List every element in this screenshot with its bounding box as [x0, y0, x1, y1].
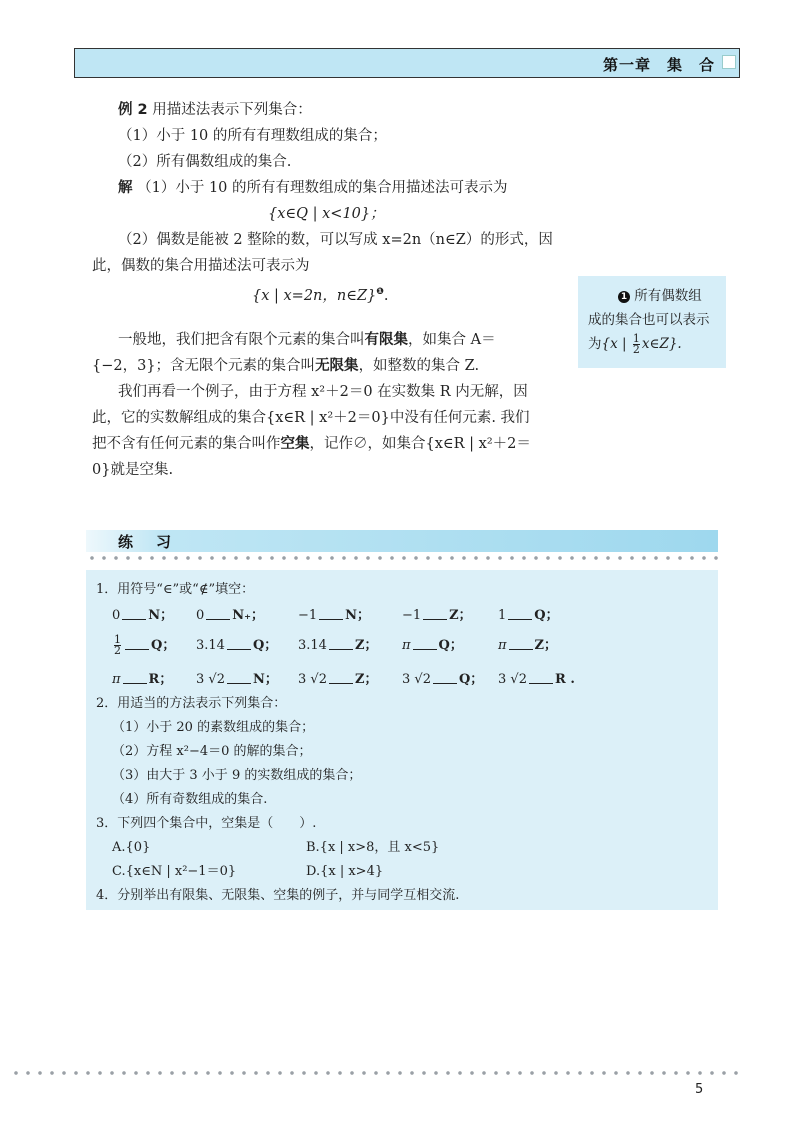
solution-2-set-line — [252, 282, 389, 306]
p2-text-c: 把不含有任何元素的集合叫作 — [92, 436, 281, 452]
r2-e-num: π — [498, 638, 507, 653]
r2-a-set: Q； — [151, 638, 176, 653]
half-numerator: 1 — [114, 633, 121, 646]
solution-1-set: {x∈Q | x<10}； — [268, 206, 385, 222]
fill-blank[interactable] — [206, 607, 230, 620]
r1-a-num: 0 — [112, 608, 121, 623]
r3-c-set: Z； — [354, 672, 378, 687]
example-question-1: （1）小于 10 的所有有理数组成的集合； — [118, 128, 387, 144]
note-line-1: 所有偶数组 — [634, 288, 702, 304]
fill-blank[interactable] — [125, 637, 149, 650]
example-label: 例 2 — [118, 102, 148, 118]
r2-c-num: 3.14 — [298, 638, 327, 653]
exercise-q2-3: （3）由大于 3 小于 9 的实数组成的集合； — [112, 768, 362, 783]
exercise-q3-option-a: A.{0} — [112, 840, 151, 855]
exercise-q1-row2-item4 — [402, 636, 463, 656]
paragraph-infinite-set — [92, 356, 479, 376]
paragraph-empty-line-3 — [92, 434, 531, 454]
footer-dotted-divider — [10, 1070, 746, 1076]
exercise-title: 练 习 — [118, 533, 176, 551]
paragraph-empty-line-2: 此，它的实数解组成的集合{x∈R | x²＋2＝0}中没有任何元素. 我们 — [92, 410, 530, 426]
chapter-title: 第一章 集 合 — [602, 56, 715, 74]
note-fraction-denominator: 2 — [632, 343, 640, 356]
footnote-ref-marker: ❶ — [376, 287, 384, 297]
exercise-q1-row3-item1 — [112, 670, 172, 690]
solution-2-set: {x | x=2n，n∈Z} — [252, 288, 377, 304]
r1-b-set: N₊； — [232, 608, 265, 623]
note-set-open: {x | — [601, 336, 631, 352]
r2-d-num: π — [402, 638, 411, 653]
exercise-q1: 1．用符号“∈”或“∉”填空： — [96, 582, 255, 597]
solution-2-end: . — [383, 288, 389, 304]
solution-label: 解 — [118, 180, 133, 196]
half-fraction — [114, 635, 121, 656]
r3-c-root: √2 — [310, 672, 327, 687]
r1-e-set: Q； — [534, 608, 559, 623]
fill-blank[interactable] — [123, 671, 147, 684]
exercise-q1-row2-item3 — [298, 636, 377, 656]
p1-text-c: {−2，3}；含无限个元素的集合叫 — [92, 358, 316, 374]
note-set-close: x∈Z}. — [641, 336, 682, 352]
fill-blank[interactable] — [227, 637, 251, 650]
r1-d-num: −1 — [402, 608, 422, 623]
r3-b-root: √2 — [208, 672, 225, 687]
exercise-title-bar — [86, 530, 718, 552]
p1-text-b: ，如集合 A＝ — [408, 332, 496, 348]
fill-blank[interactable] — [122, 607, 146, 620]
solution-2-line-a: （2）偶数是能被 2 整除的数，可以写成 x=2n（n∈Z）的形式，因 — [118, 232, 553, 248]
side-note-box — [578, 276, 726, 368]
note-line-2: 成的集合也可以表示 — [588, 312, 710, 328]
example-heading-text: 用描述法表示下列集合： — [152, 102, 312, 118]
fill-blank[interactable] — [509, 637, 533, 650]
r2-b-num: 3.14 — [196, 638, 225, 653]
solution-1-text: （1）小于 10 的所有有理数组成的集合用描述法可表示为 — [137, 180, 508, 196]
note-fraction — [633, 334, 640, 355]
r3-e-root: √2 — [510, 672, 527, 687]
r3-d-set: Q； — [458, 672, 484, 687]
fill-blank[interactable] — [319, 607, 343, 620]
exercise-q1-row2-item1 — [112, 632, 175, 660]
r2-d-set: Q； — [438, 638, 463, 653]
exercise-box — [86, 570, 718, 910]
note-number-badge: 1 — [618, 291, 630, 303]
p2-text-d: ，记作∅，如集合{x∈R | x²＋2＝ — [309, 436, 531, 452]
fill-blank[interactable] — [423, 607, 447, 620]
exercise-q1-row1-item3 — [298, 606, 370, 626]
paragraph-empty-line-4: 0}就是空集. — [92, 462, 174, 478]
exercise-q1-row3-item5 — [498, 670, 575, 690]
note-line-3 — [588, 332, 718, 356]
fill-blank[interactable] — [413, 637, 437, 650]
r2-b-set: Q； — [252, 638, 278, 653]
exercise-dotted-divider — [86, 555, 720, 561]
example-heading — [118, 100, 312, 120]
note-line-3-prefix: 为 — [588, 336, 602, 352]
exercise-q3-option-b: B.{x | x>8，且 x<5} — [306, 840, 440, 855]
fill-blank[interactable] — [329, 671, 353, 684]
r3-d-coef: 3 — [402, 672, 411, 687]
page-number: 5 — [695, 1082, 704, 1097]
r1-c-set: N； — [345, 608, 371, 623]
fill-blank[interactable] — [227, 671, 251, 684]
r3-d-root: √2 — [414, 672, 431, 687]
fill-blank[interactable] — [329, 637, 353, 650]
paragraph-finite-set — [118, 330, 496, 350]
term-finite-set: 有限集 — [364, 332, 408, 348]
note-fraction-numerator: 1 — [632, 332, 640, 345]
exercise-q1-row3-item2 — [196, 670, 278, 690]
example-question-2: （2）所有偶数组成的集合. — [118, 154, 292, 170]
r2-e-set: Z； — [534, 638, 558, 653]
r1-b-num: 0 — [196, 608, 205, 623]
half-denominator: 2 — [114, 644, 121, 657]
exercise-q4: 4．分别举出有限集、无限集、空集的例子，并与同学互相交流. — [96, 888, 460, 903]
r3-a-set: R； — [148, 672, 173, 687]
fill-blank[interactable] — [508, 607, 532, 620]
r1-d-set: Z； — [449, 608, 472, 623]
r1-c-num: −1 — [298, 608, 318, 623]
exercise-q1-row2-item5 — [498, 636, 557, 656]
exercise-q1-row3-item3 — [298, 670, 377, 690]
r3-e-set: R . — [554, 672, 575, 687]
r2-c-set: Z； — [354, 638, 378, 653]
r3-a-num: π — [112, 672, 121, 687]
exercise-q2-4: （4）所有奇数组成的集合. — [112, 792, 268, 807]
exercise-q1-row1-item4 — [402, 606, 472, 626]
term-empty-set: 空集 — [280, 436, 310, 452]
exercise-q3-option-c: C.{x∈N | x²−1＝0} — [112, 864, 237, 879]
p1-text-a: 一般地，我们把含有限个元素的集合叫 — [118, 332, 365, 348]
r3-c-coef: 3 — [298, 672, 307, 687]
exercise-q2: 2．用适当的方法表示下列集合： — [96, 696, 287, 711]
r3-b-set: N； — [252, 672, 278, 687]
solution-line-1 — [118, 178, 508, 198]
exercise-q2-1: （1）小于 20 的素数组成的集合； — [112, 720, 315, 735]
r3-b-coef: 3 — [196, 672, 205, 687]
header-square-decoration — [722, 55, 736, 69]
solution-2-line-b: 此，偶数的集合用描述法可表示为 — [92, 258, 310, 274]
paragraph-empty-line-1: 我们再看一个例子，由于方程 x²＋2＝0 在实数集 R 内无解，因 — [118, 384, 528, 400]
r3-e-coef: 3 — [498, 672, 507, 687]
exercise-q3-option-d: D.{x | x>4} — [306, 864, 384, 879]
exercise-q1-row3-item4 — [402, 670, 483, 690]
term-infinite-set: 无限集 — [315, 358, 359, 374]
exercise-q2-2: （2）方程 x²−4＝0 的解的集合； — [112, 744, 312, 759]
r1-a-set: N； — [148, 608, 174, 623]
exercise-q1-row2-item2 — [196, 636, 277, 656]
p1-text-d: ，如整数的集合 Z. — [358, 358, 480, 374]
exercise-q1-row1-item1 — [112, 606, 173, 626]
exercise-q1-row1-item5 — [498, 606, 559, 626]
fill-blank[interactable] — [529, 671, 553, 684]
exercise-q1-row1-item2 — [196, 606, 264, 626]
exercise-q3: 3．下列四个集合中，空集是（ ）. — [96, 816, 317, 831]
chapter-header-bar — [74, 48, 740, 78]
fill-blank[interactable] — [433, 671, 457, 684]
r1-e-num: 1 — [498, 608, 507, 623]
